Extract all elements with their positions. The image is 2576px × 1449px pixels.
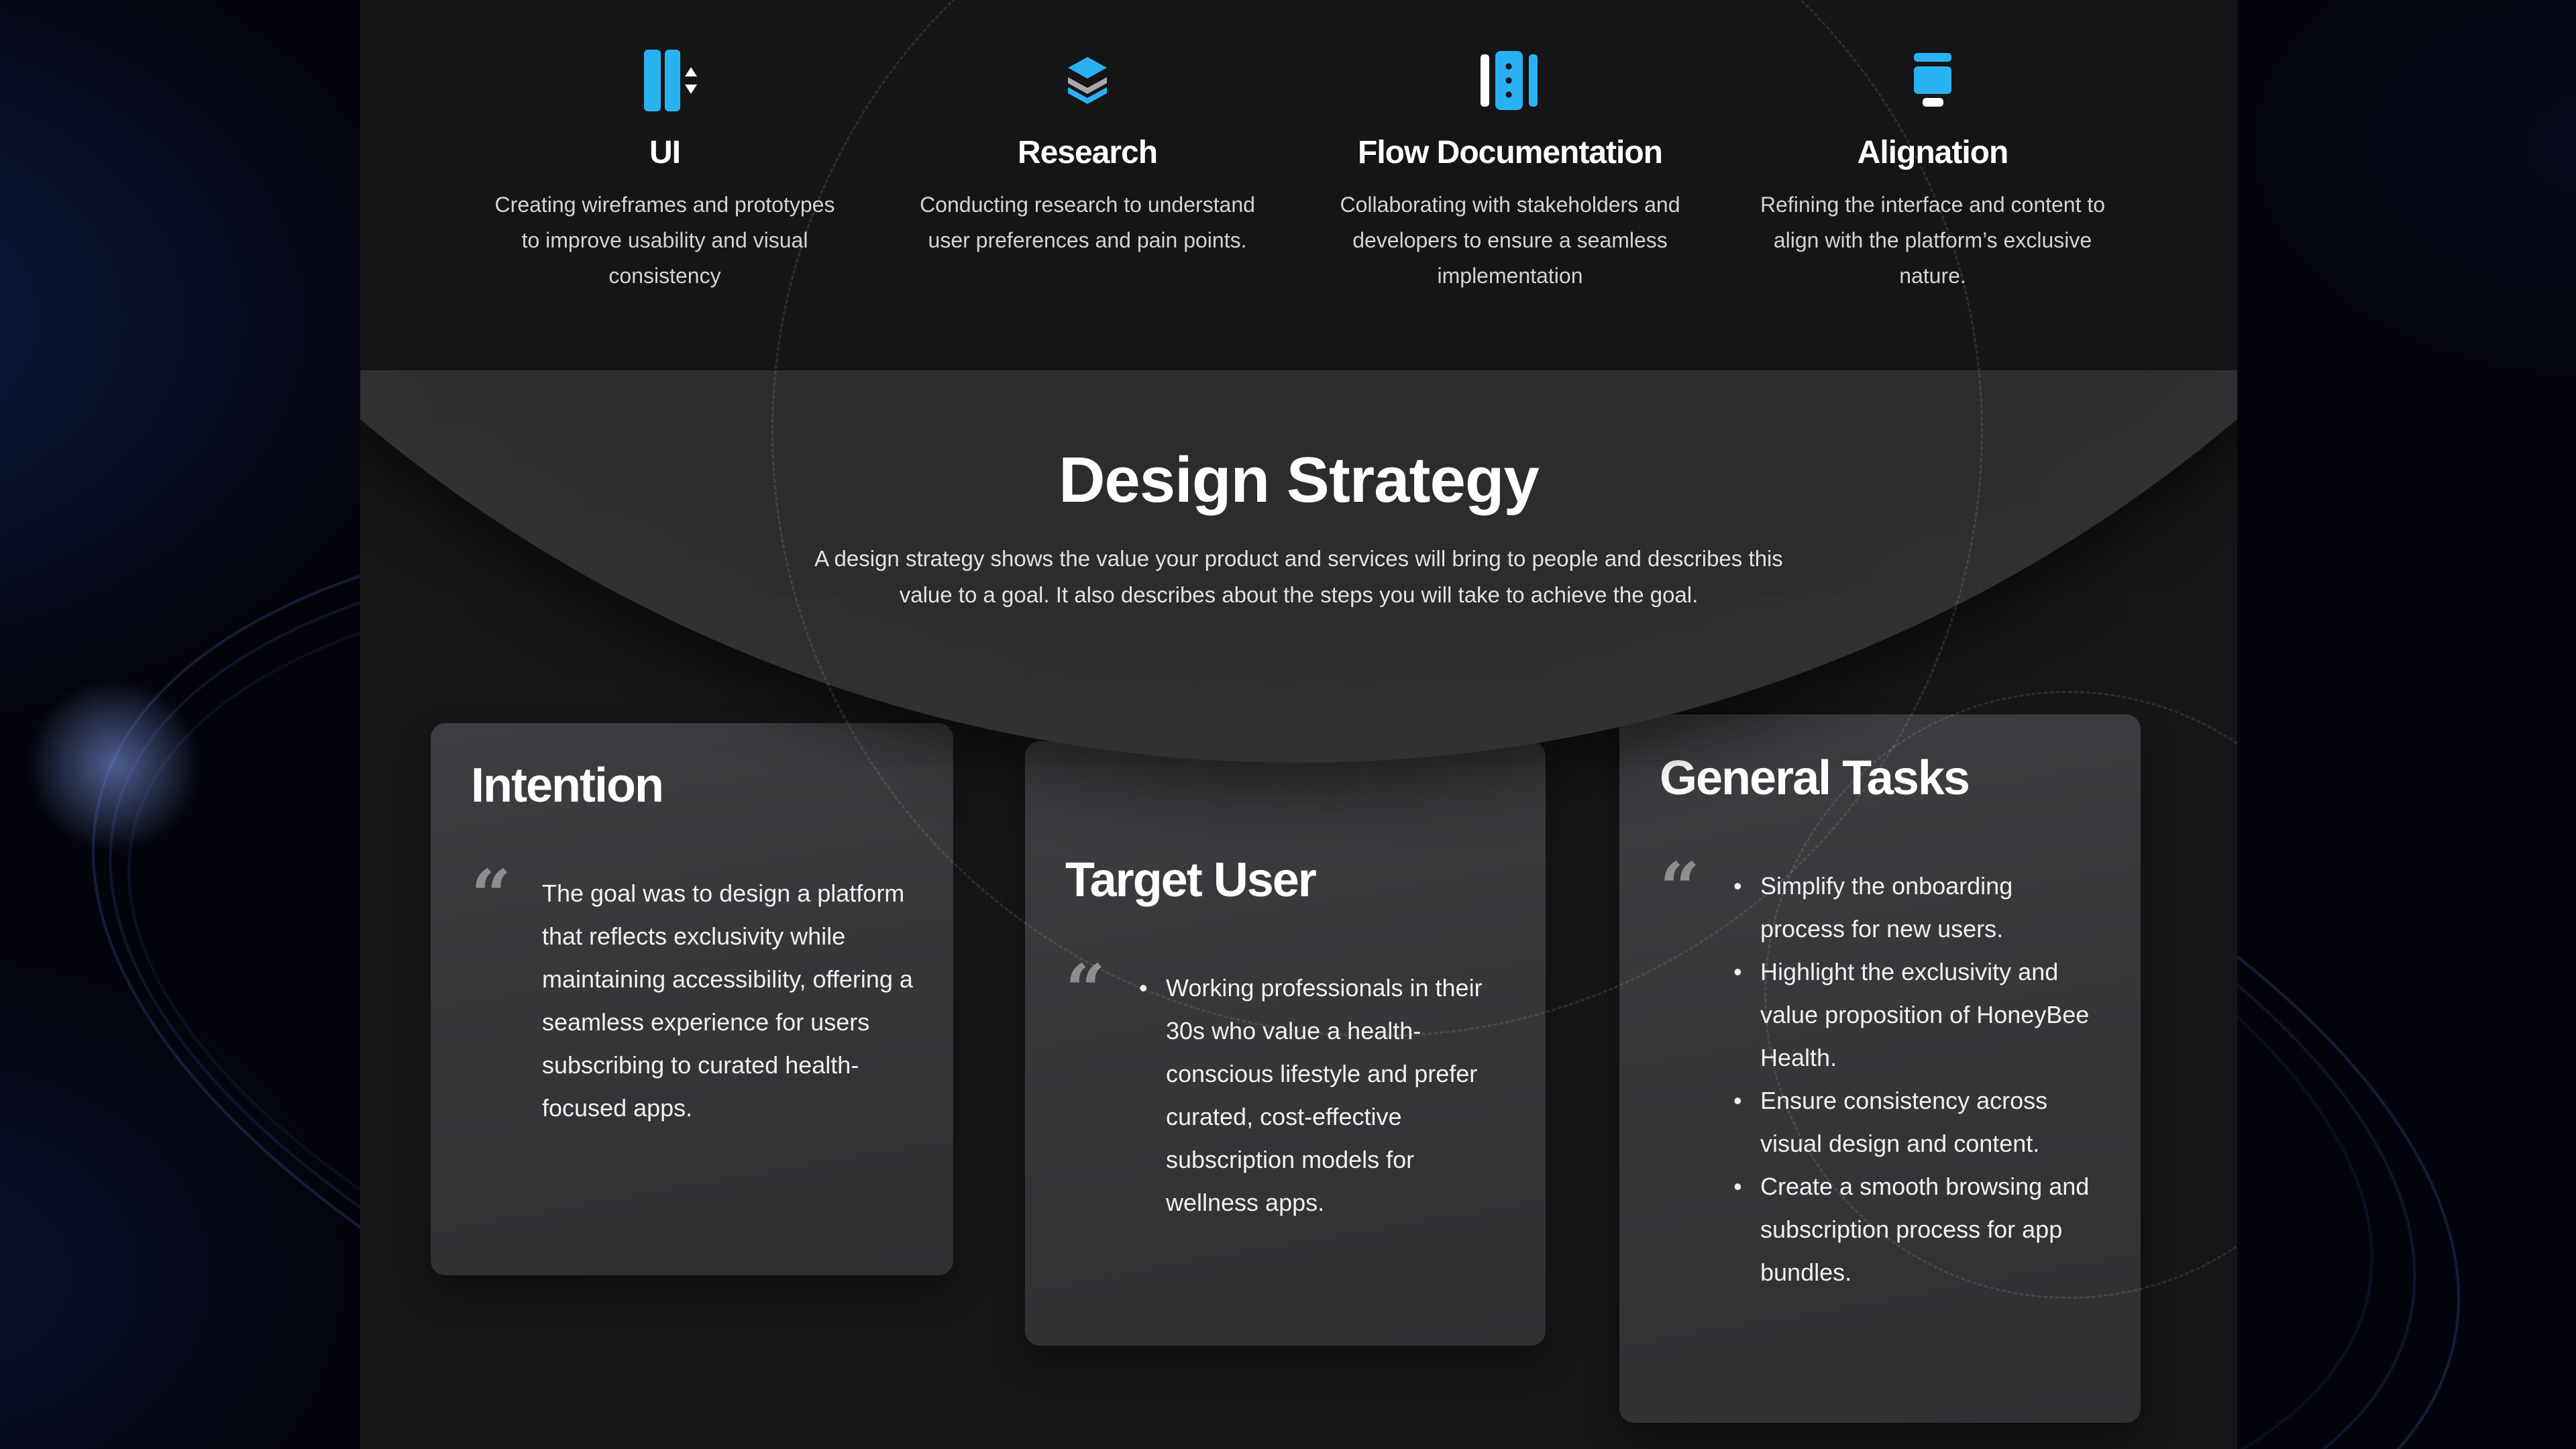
bullet-item: • Highlight the exclusivity and value proposition of HoneyBee Health. — [1731, 951, 2100, 1079]
card-title: General Tasks — [1660, 751, 1969, 805]
section-title: Design Strategy — [1059, 444, 1539, 516]
quote-icon: “ — [1065, 949, 1106, 1031]
slide-content — [360, 0, 2237, 1449]
card-paragraph: The goal was to design a platform that reflects exclusivity while maintaining accessibility, offering a seamless experience for users subscribing to curated health-focused apps. — [542, 879, 913, 1122]
bullet-item: • Ensure consistency across visual design and content. — [1731, 1079, 2100, 1165]
bullet-item: • Working professionals in their 30s who value a health-conscious lifestyle and prefer curated, cost-effective subscription models for wellness apps. — [1136, 967, 1505, 1224]
ui-panels-icon — [453, 50, 876, 111]
card-title: Target User — [1065, 853, 1316, 907]
section-description: A design strategy shows the value your product and services will bring to people and describes this value to a goal. It also describes about the steps you will take to achieve the goal. — [814, 545, 1783, 607]
process-step-description: Conducting research to understand user preferences and pain points. — [920, 193, 1255, 252]
quote-row — [471, 854, 913, 1130]
card-intention — [431, 723, 953, 1275]
process-step-description: Creating wireframes and prototypes to improve usability and visual consistency — [494, 193, 835, 288]
process-step-description: Collaborating with stakeholders and developers to ensure a seamless implementation — [1340, 193, 1680, 288]
quote-icon: “ — [471, 854, 511, 936]
process-step-title: Research — [1017, 135, 1158, 170]
process-step-title: UI — [649, 135, 680, 170]
bullet-item: • Create a smooth browsing and subscription process for app bundles. — [1731, 1165, 2100, 1294]
process-step-title: Alignation — [1857, 135, 2008, 170]
quote-icon: “ — [1660, 847, 1700, 929]
process-step-description: Refining the interface and content to align with the platform’s exclusive nature. — [1760, 193, 2106, 288]
card-title: Intention — [471, 759, 663, 812]
process-step-title: Flow Documentation — [1358, 135, 1662, 170]
bullet-item: • Simplify the onboarding process for new users. — [1731, 865, 2100, 951]
design-strategy-section — [749, 445, 1849, 613]
